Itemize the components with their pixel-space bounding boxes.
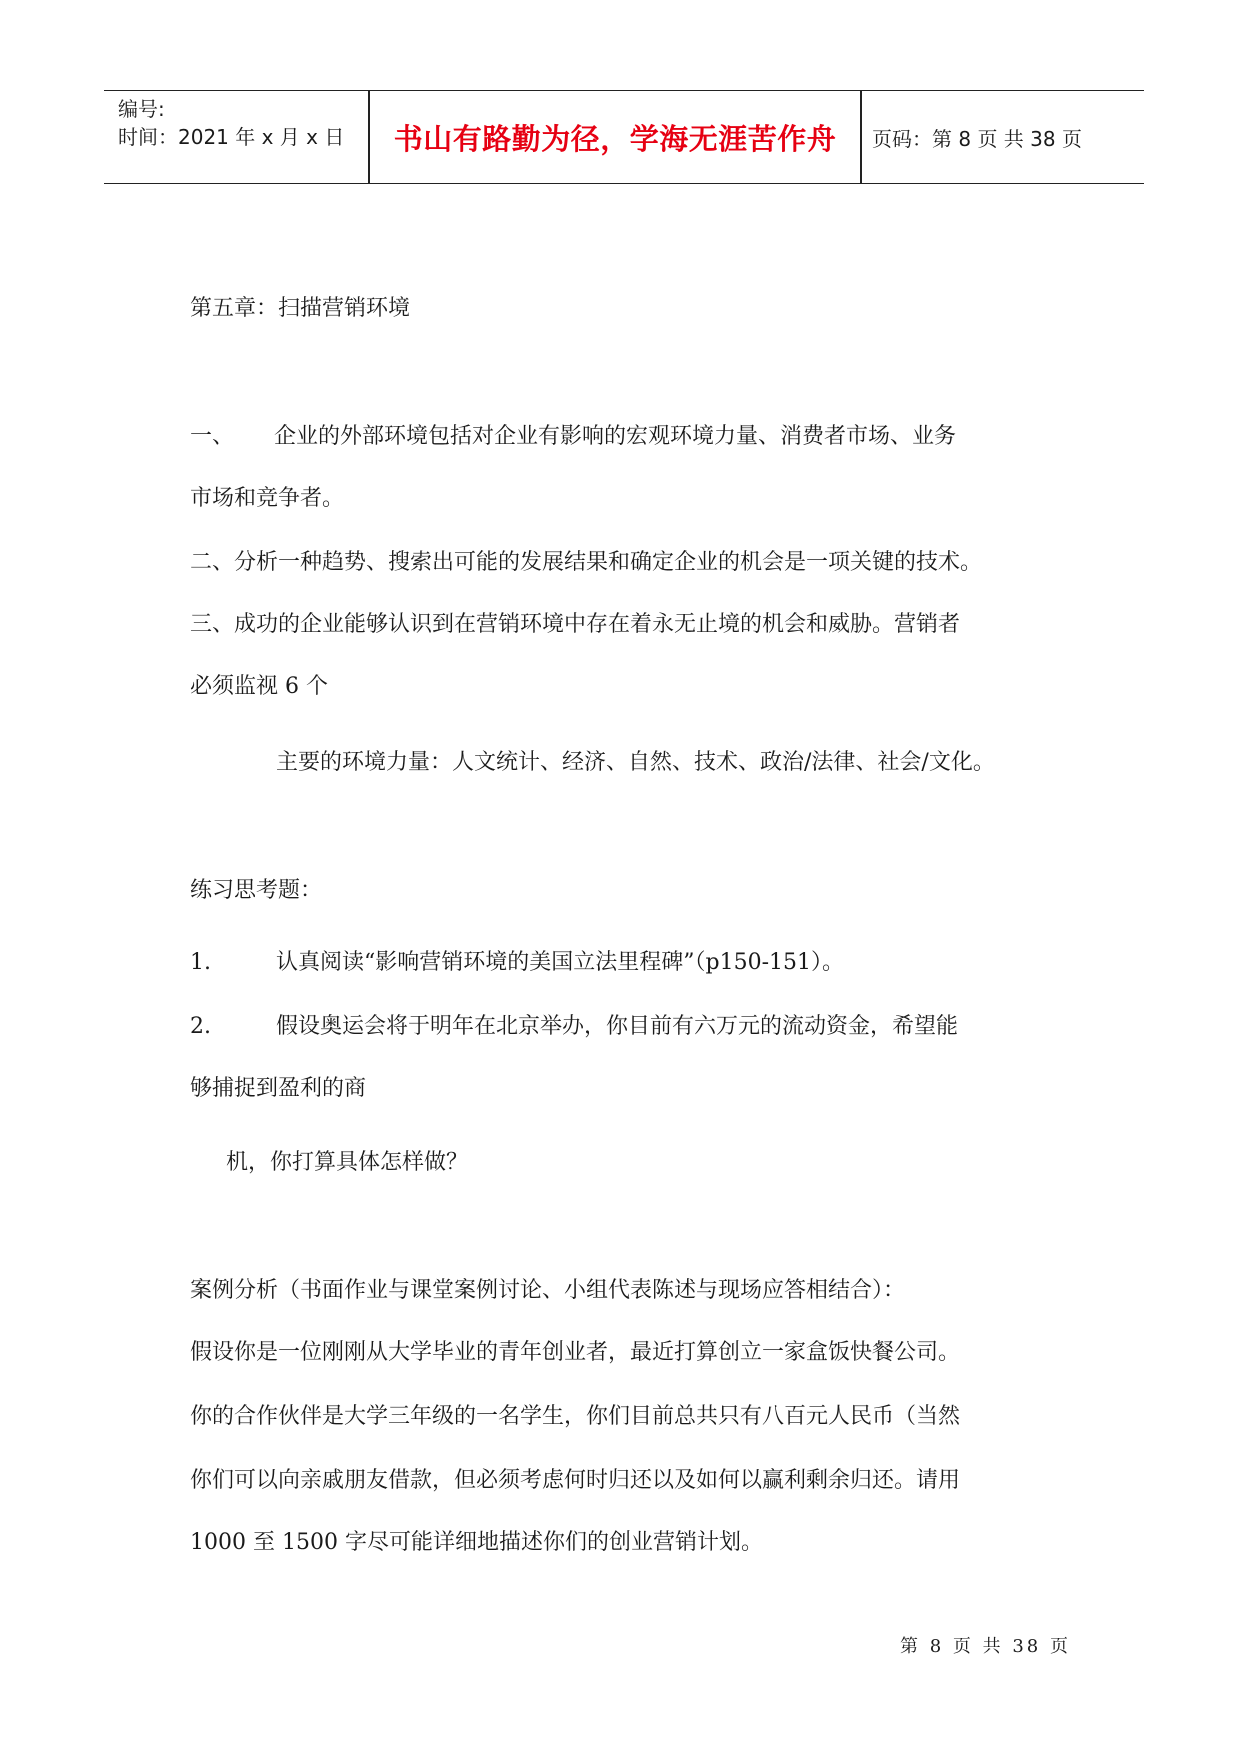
paragraph-2: 二、分析一种趋势、搜索出可能的发展结果和确定企业的机会是一项关键的技术。 <box>190 550 983 575</box>
question-2-line-1 <box>190 1012 958 1042</box>
paragraph-3-line-1: 三、成功的企业能够认识到在营销环境中存在着永无止境的机会和威胁。营销者 <box>190 612 961 637</box>
page-footer: 第 8 页 共 38 页 <box>900 1636 1071 1657</box>
paragraph-3-line-3: 主要的环境力量：人文统计、经济、自然、技术、政治/法律、社会/文化。 <box>276 750 995 775</box>
header-divider-right <box>860 91 862 183</box>
question-1-text: 认真阅读“影响营销环境的美国立法里程碑”（p150-151）。 <box>276 950 844 975</box>
paragraph-1-text: 企业的外部环境包括对企业有影响的宏观环境力量、消费者市场、业务 <box>274 424 957 449</box>
question-2-number: 2. <box>190 1014 211 1039</box>
header-page-label: 页码：第 8 页 共 38 页 <box>872 126 1082 151</box>
header-left-cell <box>118 95 366 179</box>
number-label: 编号: <box>118 97 165 121</box>
case-title: 案例分析（书面作业与课堂案例讨论、小组代表陈述与现场应答相结合）： <box>190 1278 906 1303</box>
paragraph-1-number: 一、 <box>190 424 235 449</box>
question-2-line-2: 够捕捉到盈利的商 <box>190 1076 367 1101</box>
question-1 <box>190 948 844 978</box>
case-line-2: 你的合作伙伴是大学三年级的一名学生，你们目前总共只有八百元人民币（当然 <box>190 1404 961 1429</box>
header-motto: 书山有路勤为径，学海无涯苦作舟 <box>393 121 837 156</box>
question-1-number: 1. <box>190 950 211 975</box>
question-2-text: 假设奥运会将于明年在北京举办，你目前有六万元的流动资金，希望能 <box>276 1014 959 1039</box>
case-line-3: 你们可以向亲戚朋友借款，但必须考虑何时归还以及如何以赢利剩余归还。请用 <box>190 1468 961 1493</box>
paragraph-1-line-1 <box>190 422 956 452</box>
question-2-line-3: 机，你打算具体怎样做？ <box>226 1150 469 1175</box>
case-line-4: 1000 至 1500 字尽可能详细地描述你们的创业营销计划。 <box>190 1530 763 1555</box>
exercises-title: 练习思考题： <box>190 878 323 903</box>
case-line-1: 假设你是一位刚刚从大学毕业的青年创业者，最近打算创立一家盒饭快餐公司。 <box>190 1340 961 1365</box>
paragraph-3-line-2: 必须监视 6 个 <box>190 674 328 699</box>
header-table <box>104 90 1144 184</box>
paragraph-1-line-2: 市场和竞争者。 <box>190 486 345 511</box>
time-label: 时间：2021 年 x 月 x 日 <box>118 125 345 149</box>
chapter-title: 第五章：扫描营销环境 <box>190 296 411 321</box>
